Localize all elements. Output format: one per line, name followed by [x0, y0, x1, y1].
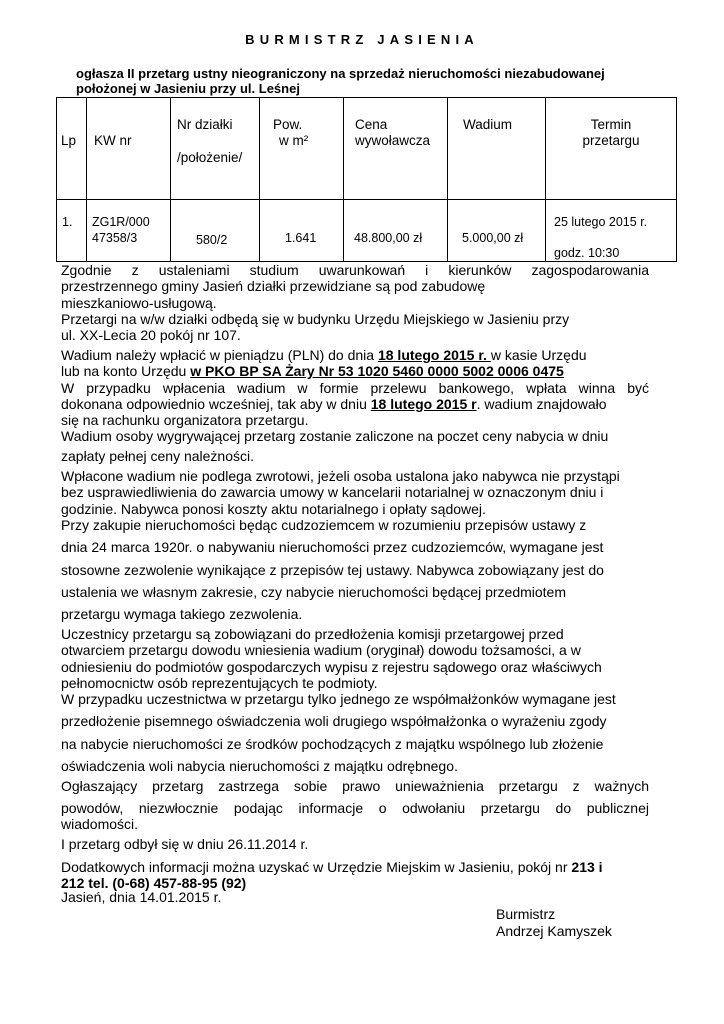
- paragraph-winner-deposit: [61, 428, 649, 464]
- table-col-divider: [447, 98, 448, 261]
- phone-numbers: 212 tel. (0-68) 457-88-95 (92): [61, 874, 247, 891]
- text-line: Uczestnicy przetargu są zobowiązani do przedłożenia komisji przetargowej przed: [61, 625, 564, 642]
- table-col-divider: [170, 98, 171, 261]
- announcement-intro-line-1: ogłasza II przetarg ustny nieograniczony na sprzedaż nieruchomości niezabudowanej: [76, 66, 605, 81]
- header-pow-unit: w m²: [279, 133, 309, 148]
- announcement-body: [61, 262, 649, 891]
- paragraph-transfer: [61, 380, 649, 429]
- paragraph-spouse: [61, 691, 649, 774]
- cell-kw-2: 47358/3: [92, 231, 138, 245]
- text-line: Dodatkowych informacji można uzyskać w Urzędzie Miejskim w Jasieniu, pokój nr 213 i: [61, 858, 603, 875]
- header-kw: KW nr: [94, 133, 132, 148]
- paragraph-deposit: [61, 347, 649, 380]
- text-line: Zgodnie z ustaleniami studium uwarunkowań i kierunków zagospodarowania: [61, 262, 649, 278]
- place-date: Jasień, dnia 14.01.2015 r.: [61, 889, 222, 905]
- text-line: Wadium osoby wygrywającej przetarg zostanie zaliczone na poczet ceny nabycia w dniu: [61, 428, 609, 445]
- paragraph-location: [61, 311, 649, 344]
- text-line: otwarciem przetargu dowodu wniesienia wadium (oryginał) dowodu tożsamości, a w: [61, 642, 581, 659]
- text-line: oświadczenia woli nabycia nieruchomości z majątku odrębnego.: [61, 758, 458, 775]
- cell-kw-1: ZG1R/000: [92, 215, 150, 229]
- paragraph-zoning: [61, 262, 649, 311]
- announcement-intro-line-2: położonej w Jasieniu przy ul. Leśnej: [76, 81, 300, 96]
- text-line: stosowne zezwolenie wynikające z przepisów tej ustawy. Nabywca zobowiązany jest do: [61, 561, 604, 578]
- header-dzialka-location: /położenie/: [177, 150, 243, 165]
- signature-name: Andrzej Kamyszek: [496, 923, 612, 939]
- text-line: odniesieniu do podmiotów gospodarczych wypisu z rejestru sądowego oraz właściwych: [61, 658, 602, 675]
- signature-role: Burmistrz: [496, 906, 556, 922]
- header-pow: Pow.: [273, 117, 303, 132]
- cell-cena: 48.800,00 zł: [354, 231, 423, 245]
- header-cena-type: wywoławcza: [355, 133, 431, 148]
- text-line: pełnomocnictw osób reprezentujących te podmioty.: [61, 674, 378, 691]
- document-title: BURMISTRZ JASIENIA: [245, 32, 479, 47]
- text-line: przestrzennego gminy Jasień działki przewidziane są pod zabudowę: [61, 278, 486, 295]
- text-line: zapłaty pełnej ceny należności.: [61, 448, 255, 465]
- paragraph-forfeit: [61, 468, 649, 517]
- text-line: na nabycie nieruchomości ze środków pochodzących z majątku wspólnego lub złożenie: [61, 735, 604, 752]
- text-line: W przypadku uczestnictwa w przetargu tylko jednego ze współmałżonków wymagane jest: [61, 691, 616, 708]
- cell-termin-time: godz. 10:30: [554, 246, 620, 260]
- text-line: Wadium należy wpłacić w pieniądzu (PLN) do dnia 18 lutego 2015 r. w kasie Urzędu: [61, 346, 587, 363]
- text-line: ul. XX-Lecia 20 pokój nr 107.: [61, 327, 241, 344]
- room-numbers: 213 i: [571, 858, 603, 875]
- text-line: przedłożenie pisemnego oświadczenia woli drugiego współmałżonka o wyrażeniu zgody: [61, 713, 607, 730]
- text-line: W przypadku wpłacenia wadium w formie przelewu bankowego, wpłata winna być: [61, 379, 649, 396]
- text-line: dokonana odpowiednio wcześniej, tak aby w dniu 18 lutego 2015 r. wadium znajdowało: [61, 395, 607, 412]
- text-line: powodów, niezwłocznie podając informacje o odwołaniu przetargu do publicznej: [61, 800, 649, 817]
- table-col-divider: [259, 98, 260, 261]
- text-line: Wpłacone wadium nie podlega zwrotowi, jeżeli osoba ustalona jako nabywca nie przystąpi: [61, 468, 620, 485]
- deposit-deadline: 18 lutego 2015 r.: [377, 346, 491, 363]
- table-col-divider: [343, 98, 344, 261]
- text-line: godzinie. Nabywca ponosi koszty aktu notarialnego i opłaty sądowej.: [61, 500, 486, 517]
- text-line: I przetarg odbył się w dniu 26.11.2014 r.: [61, 836, 309, 853]
- text-line: Ogłaszający przetarg zastrzega sobie prawo unieważnienia przetargu z ważnych: [61, 777, 649, 794]
- property-table: [56, 97, 677, 262]
- header-lp: Lp: [61, 133, 77, 148]
- table-col-divider: [86, 98, 87, 261]
- text-line: wiadomości.: [61, 816, 139, 833]
- text-line: lub na konto Urzędu w PKO BP SA Żary Nr 53 1020 5460 0000 5002 0006 0475: [61, 363, 564, 380]
- text-line: przetargu wymaga takiego zezwolenia.: [61, 606, 303, 623]
- text-line: Przetargi na w/w działki odbędą się w budynku Urzędu Miejskiego w Jasieniu przy: [61, 310, 570, 327]
- header-wadium: Wadium: [463, 117, 513, 132]
- header-dzialka: Nr działki: [177, 117, 233, 132]
- cell-pow: 1.641: [285, 231, 317, 245]
- text-line: ustalenia we własnym zakresie, czy nabycie nieruchomości będącej przedmiotem: [61, 583, 567, 600]
- paragraph-first-auction: [61, 836, 649, 852]
- text-line: bez usprawiedliwienia do zawarcia umowy w kancelarii notarialnej w oznaczonym dniu i: [61, 484, 604, 501]
- cell-dzialka: 580/2: [196, 233, 228, 247]
- header-termin: Termin: [590, 117, 632, 132]
- text-line: Przy zakupie nieruchomości będąc cudzoziemcem w rozumieniu przepisów ustawy z: [61, 516, 587, 533]
- paragraph-contact: [61, 859, 649, 892]
- header-termin-type: przetargu: [582, 133, 640, 148]
- paragraph-foreigners: [61, 517, 649, 622]
- text-line: mieszkaniowo-usługową.: [61, 294, 217, 311]
- transfer-deadline: 18 lutego 2015 r: [370, 395, 477, 412]
- table-row-divider: [57, 199, 676, 200]
- paragraph-documents: [61, 626, 649, 691]
- cell-wadium: 5.000,00 zł: [462, 231, 524, 245]
- cell-termin-date: 25 lutego 2015 r.: [554, 215, 648, 229]
- text-line: dnia 24 marca 1920r. o nabywaniu nieruchomości przez cudzoziemców, wymagane jest: [61, 539, 604, 556]
- header-cena: Cena: [355, 117, 388, 132]
- paragraph-cancellation: [61, 778, 649, 833]
- text-line: się na rachunku organizatora przetargu.: [61, 412, 309, 429]
- bank-account: w PKO BP SA Żary Nr 53 1020 5460 0000 5002 0006 0475: [190, 363, 564, 380]
- cell-lp: 1.: [62, 215, 73, 229]
